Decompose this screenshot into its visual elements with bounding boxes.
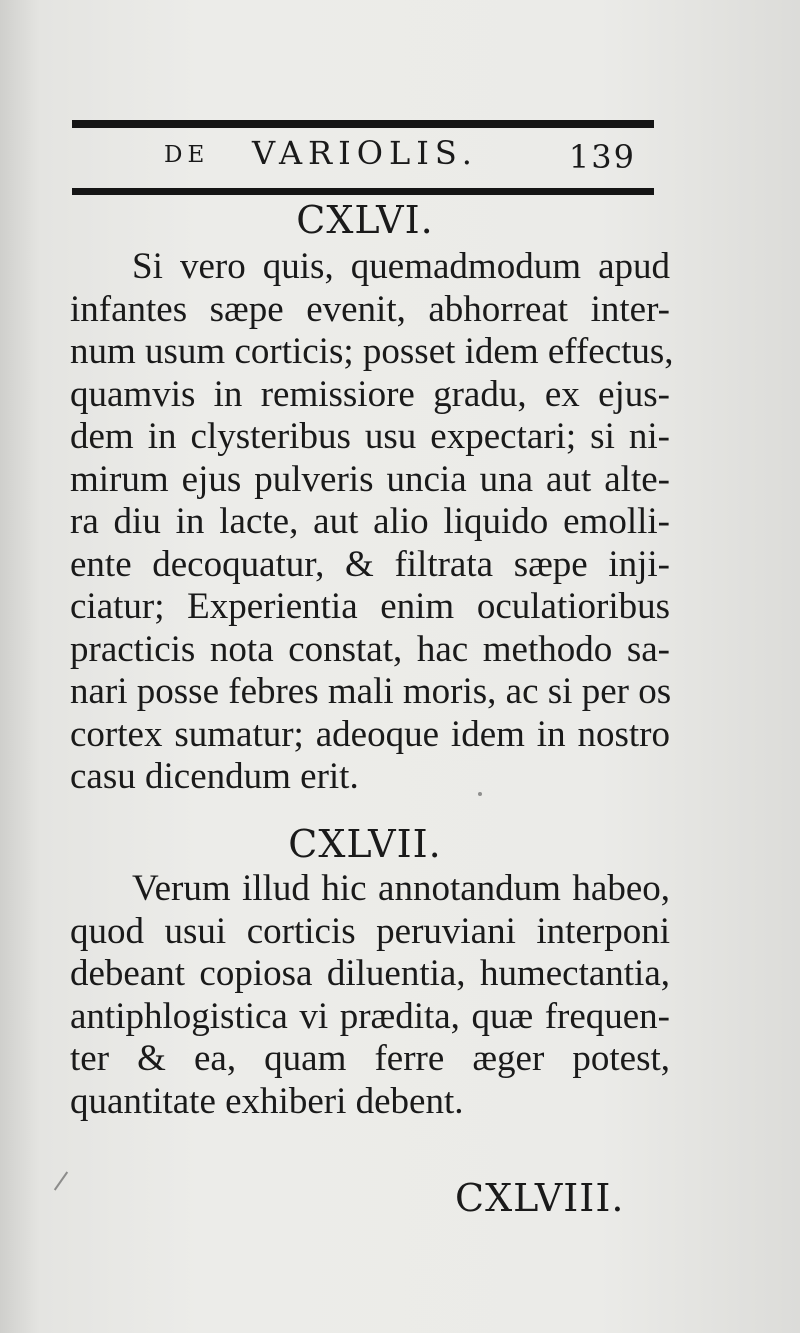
text-line: num usum corticis; posset idem effectus, — [70, 331, 674, 372]
running-header-de: DE — [164, 142, 210, 168]
text-line: quod usui corticis peruviani interponi — [70, 910, 670, 952]
text-line: mirum ejus pulveris uncia una aut alte- — [70, 458, 670, 500]
scan-mark — [478, 792, 482, 796]
catchword: CXLVIII. — [455, 1176, 625, 1220]
text-line: ciatur; Experientia enim oculatioribus — [70, 586, 670, 627]
header-rule-bottom — [72, 188, 654, 195]
text-line: casu dicendum erit. — [70, 756, 359, 797]
section-heading-cxlvi: CXLVI. — [296, 198, 434, 242]
text-line: quantitate exhiberi debent. — [70, 1080, 464, 1122]
text-line: ra diu in lacte, aut alio liquido emolli- — [70, 501, 670, 542]
text-line: infantes sæpe evenit, abhorreat inter- — [70, 288, 670, 330]
scan-mark — [54, 1171, 68, 1190]
text-line: antiphlogistica vi prædita, quæ frequen- — [70, 995, 670, 1037]
paragraph-cxlvi — [70, 246, 674, 799]
text-line: practicis nota constat, hac methodo sa- — [70, 628, 670, 670]
text-line: cortex sumatur; adeoque idem in nostro — [70, 713, 670, 755]
text-line: nari posse febres mali moris, ac si per os — [70, 671, 672, 712]
text-line: Verum illud hic annotandum habeo, — [132, 868, 670, 909]
text-line: debeant copiosa diluentia, humectantia, — [70, 953, 670, 994]
header-rule-top — [72, 120, 654, 128]
text-line: quamvis in remissiore gradu, ex ejus- — [70, 373, 670, 415]
text-line: ter & ea, quam ferre æger potest, — [70, 1038, 670, 1079]
text-line: dem in clysteribus usu expectari; si ni- — [70, 416, 670, 457]
text-line: Si vero quis, quemadmodum apud — [132, 246, 670, 287]
page-number: 139 — [568, 138, 636, 176]
text-line: ente decoquatur, & filtrata sæpe inji- — [70, 543, 670, 585]
running-header — [72, 130, 654, 186]
running-header-title: VARIOLIS. — [252, 134, 478, 172]
paragraph-cxlvii — [70, 868, 670, 1123]
section-heading-cxlvii: CXLVII. — [288, 822, 442, 866]
